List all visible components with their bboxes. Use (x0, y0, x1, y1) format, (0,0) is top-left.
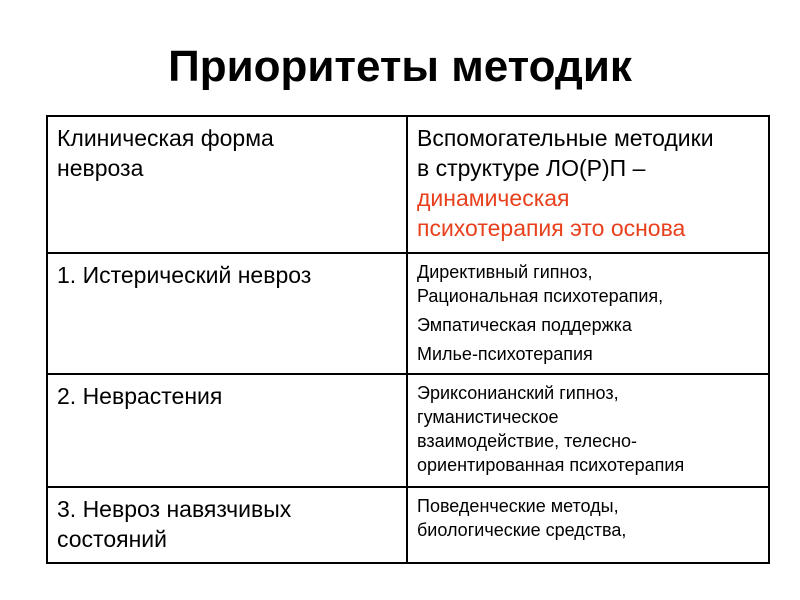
header-methods-accent: динамическая психотерапия это основа (417, 185, 686, 241)
header-cell-methods (407, 116, 769, 253)
header-form-label: Клиническая форма невроза (57, 125, 274, 181)
slide-title: Приоритеты методик (168, 42, 632, 91)
neurosis-form-label: 1. Истерический невроз (57, 262, 312, 288)
methods-cell (407, 374, 769, 487)
methods-cell (407, 487, 769, 563)
method-item: Директивный гипноз, Рациональная психотерапия, (417, 262, 664, 306)
form-cell (47, 374, 407, 487)
priorities-table (46, 115, 770, 564)
header-cell-form (47, 116, 407, 253)
table-row (47, 253, 769, 374)
table-header-row (47, 116, 769, 253)
header-methods-label: Вспомогательные методики в структуре ЛО(Р)П – (417, 125, 714, 181)
table-row (47, 487, 769, 563)
method-item: Милье-психотерапия (417, 344, 593, 364)
neurosis-form-label: 2. Неврастения (57, 383, 223, 409)
method-item: Эмпатическая поддержка (417, 315, 632, 335)
methods-cell (407, 253, 769, 374)
method-item: Эриксонианский гипноз, гуманистическое взаимодействие, телесно- ориентированная психотерапия (417, 383, 685, 475)
form-cell (47, 253, 407, 374)
method-item: Поведенческие методы, биологические средства, (417, 496, 627, 540)
table-row (47, 374, 769, 487)
form-cell (47, 487, 407, 563)
neurosis-form-label: 3. Невроз навязчивых состояний (57, 496, 292, 552)
